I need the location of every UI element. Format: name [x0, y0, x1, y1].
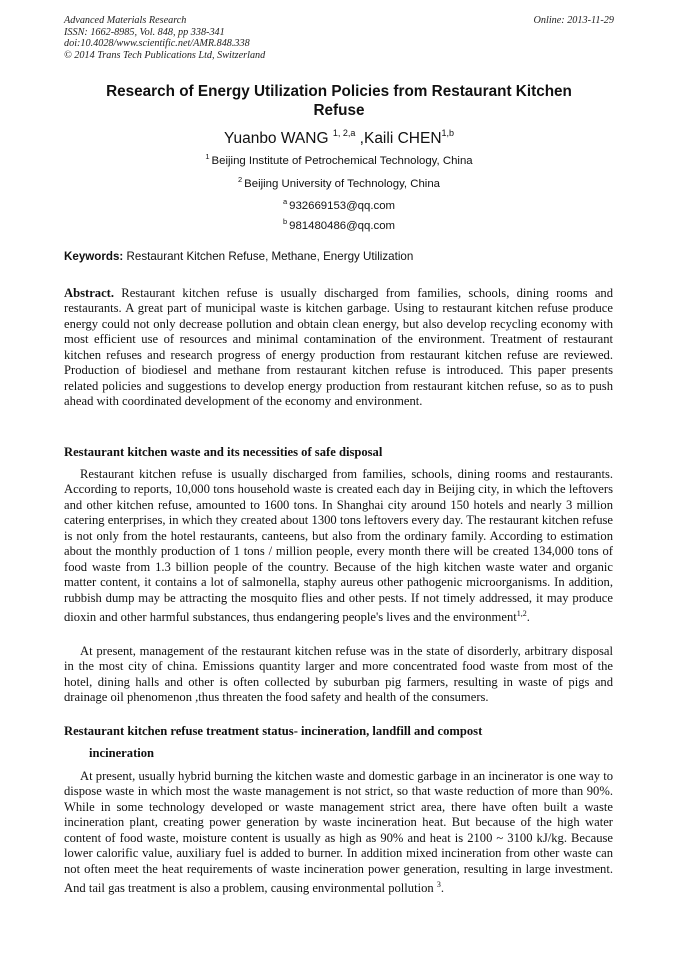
affiliation-1 — [0, 150, 678, 168]
section-1-paragraph-1-text: Restaurant kitchen refuse is usually discharged from families, schools, dining rooms and restaurants. According to reports, 10,000 tons household waste is created each day in Beijing city, in which the leftovers and other kitchen refuse, amounted to 1600 tons. In Shanghai city around 150 hotels and nearly 3 million catering enterprises, in which they created about 1300 tons leftovers every day. The restaurant kitchen refuse is not only from the hotel restaurants, canteens, but also from the ordinary family. According to estimation about the monthly production of 1 tons / million people, every month there will be created 134,000 tons of food waste from 1.3 billion people of the country. Because of the high kitchen waste water and organic matter content, it contains a lot of salmonella, staphy aureus other pathogenic microorganisms. In addition, rubbish dump may be attracting the mosquito flies and other pests. If not timely addressed, it may produce dioxin and other harmful substances, thus endangering people's lives and the environment — [64, 467, 613, 625]
abstract-text: Restaurant kitchen refuse is usually discharged from families, schools, dining rooms and restaurants. A great part of municipal waste is kitchen garbage. Using to restaurant kitchen refuse produce energy could not only decrease pollution and obtain clean energy, but also develop recycling economy with most efficient use of resources and minimal contamination of the environment. Treatment of restaurant kitchen refuses and research progress of energy production from restaurant kitchen refuse are reviewed. Production of biodiesel and methane from restaurant kitchen refuse is introduced. This paper presents related policies and suggestions to develop energy production from restaurant kitchen refuse, so as to push ahead with coordinated development of the economy and environment. — [64, 286, 614, 409]
journal-issn: ISSN: 1662-8985, Vol. 848, pp 338-341 — [64, 26, 225, 38]
email-a — [0, 195, 678, 213]
affiliation-1-text: Beijing Institute of Petrochemical Technology, China — [211, 155, 473, 167]
author-list — [0, 123, 678, 149]
affiliation-2-text: Beijing University of Technology, China — [244, 178, 441, 190]
author-1-sup: 1, 2,a — [332, 128, 356, 138]
email-b — [0, 215, 678, 233]
citation-ref[interactable]: 3 — [436, 880, 441, 890]
journal-doi[interactable]: doi:10.4028/www.scientific.net/AMR.848.338 — [64, 38, 250, 50]
keywords-text: Restaurant Kitchen Refuse, Methane, Energy Utilization — [126, 250, 414, 263]
abstract — [64, 286, 613, 410]
journal-header — [64, 15, 265, 61]
online-date: Online: 2013-11-29 — [533, 15, 614, 26]
journal-name: Advanced Materials Research — [64, 15, 187, 26]
keywords — [64, 249, 413, 264]
section-heading-2: Restaurant kitchen refuse treatment status- incineration, landfill and compost — [64, 724, 483, 738]
subsection-heading: incineration — [89, 746, 155, 760]
sentence-end: . — [526, 610, 530, 625]
author-1-name: Yuanbo WANG — [223, 130, 329, 147]
author-separator: ,Kaili — [359, 130, 394, 147]
title-line-1: Research of Energy Utilization Policies from Restaurant Kitchen — [106, 83, 572, 100]
section-2-paragraph-1 — [64, 769, 613, 897]
affiliation-2-sup: 2 — [237, 175, 243, 184]
paper-title — [70, 82, 608, 120]
author-2-sup: 1,b — [441, 128, 455, 138]
section-heading-1: Restaurant kitchen waste and its necessities of safe disposal — [64, 445, 383, 459]
email-b-sup: b — [282, 217, 288, 226]
section-1-paragraph-2-text: At present, management of the restaurant kitchen refuse was in the state of disorderly, arbitrary disposal in the most city of china. Emissions quantity larger and more concentrated food waste from most of the hotel, dining halls and other is often collected by suburban pig farmers, resulting in waste of pigs and drainage oil phenomenon ,thus threaten the food safety and health of the consumers. — [64, 644, 613, 705]
keywords-label: Keywords: — [64, 250, 124, 263]
affiliation-1-sup: 1 — [205, 152, 210, 161]
section-2-paragraph-1-text: At present, usually hybrid burning the kitchen waste and domestic garbage in an incinerator is one way to dispose waste in which most the waste management is not strict, so that waste reduction of more than 90%. While in some technology developed or waste management strict area, there have often built a waste incineration plant, creating power generation by waste incineration heat. But because of the high water content of food waste, moisture content is usually as high as 90% and heat is 2100 ~ 3100 kJ/kg. Because lower calorific value, auxiliary fuel is added to burner. In addition mixed incineration from other waste can not often meet the heat requirements of waste incineration power generation, resulting in large investment. And tail gas treatment is also a problem, causing environmental pollution — [64, 769, 613, 896]
sentence-end: . — [440, 881, 444, 896]
author-2-name: CHEN — [397, 130, 442, 147]
abstract-label: Abstract. — [64, 286, 115, 300]
email-a-text[interactable]: 932669153@qq.com — [289, 200, 396, 212]
affiliation-2 — [0, 173, 678, 191]
title-line-2: Refuse — [313, 102, 365, 119]
section-1-paragraph-1 — [64, 467, 613, 626]
email-a-sup: a — [282, 197, 288, 206]
journal-copyright: © 2014 Trans Tech Publications Ltd, Switzerland — [64, 49, 266, 61]
section-1-paragraph-2 — [64, 644, 613, 706]
citation-ref[interactable]: 1,2 — [516, 609, 527, 619]
email-b-text[interactable]: 981480486@qq.com — [289, 220, 396, 232]
